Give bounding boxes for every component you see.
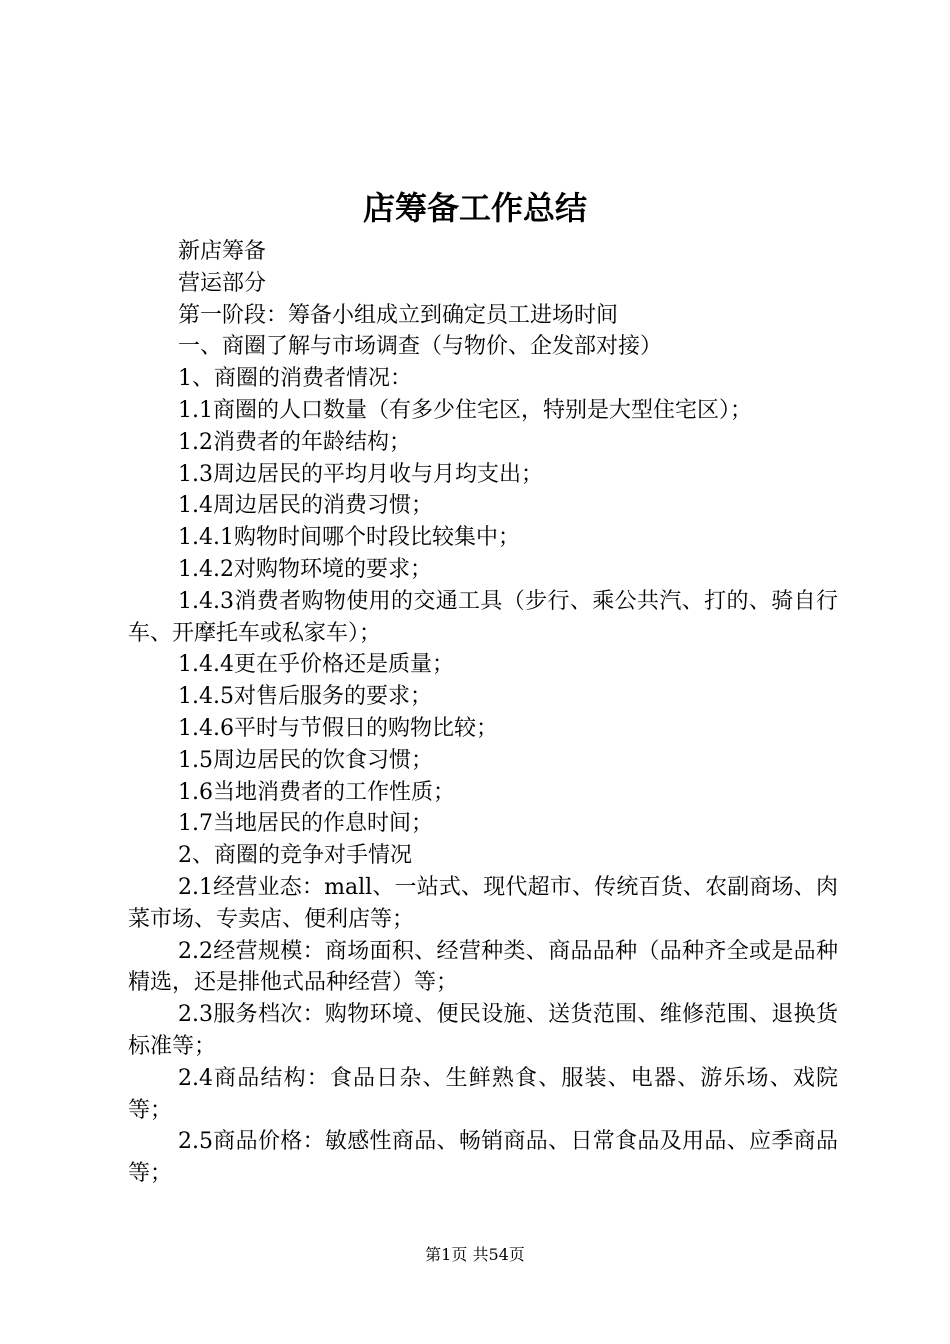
paragraph: 1.3周边居民的平均月收与月均支出； <box>178 461 543 487</box>
paragraph: 1、商圈的消费者情况： <box>178 366 412 392</box>
paragraph: 1.5周边居民的饮食习惯； <box>178 747 433 773</box>
paragraph: 1.4周边居民的消费习惯； <box>178 493 433 519</box>
paragraph: 1.6当地消费者的工作性质； <box>178 779 455 805</box>
paragraph: 1.4.2对购物环境的要求； <box>178 556 432 582</box>
paragraph: 2、商圈的竞争对手情况 <box>178 843 412 869</box>
paragraph: 1.4.1购物时间哪个时段比较集中； <box>178 525 520 551</box>
paragraph: 1.2消费者的年龄结构； <box>178 429 411 455</box>
paragraph: 2.1经营业态：mall、一站式、现代超市、传统百货、农副商场、肉菜市场、专卖店、便利店等； <box>128 874 838 932</box>
paragraph: 2.5商品价格：敏感性商品、畅销商品、日常食品及用品、应季商品等； <box>128 1129 838 1187</box>
paragraph: 1.4.4更在乎价格还是质量； <box>178 652 454 678</box>
paragraph: 1.7当地居民的作息时间； <box>178 811 433 837</box>
paragraph: 1.4.6平时与节假日的购物比较； <box>178 715 498 741</box>
document-body <box>128 236 838 1190</box>
paragraph: 1.4.5对售后服务的要求； <box>178 684 432 710</box>
page-number-footer: 第1页 共54页 <box>425 1245 525 1264</box>
paragraph: 新店筹备 <box>178 239 267 264</box>
paragraph: 营运部分 <box>178 270 267 296</box>
paragraph: 1.1商圈的人口数量（有多少住宅区，特别是大型住宅区）； <box>178 397 752 423</box>
paragraph: 2.2经营规模：商场面积、经营种类、商品品种（品种齐全或是品种精选，还是排他式品种经营）等； <box>128 938 838 996</box>
paragraph: 1.4.3消费者购物使用的交通工具（步行、乘公共汽、打的、骑自行车、开摩托车或私家车）； <box>128 588 838 646</box>
paragraph: 2.3服务档次：购物环境、便民设施、送货范围、维修范围、退换货标准等； <box>128 1002 838 1059</box>
paragraph: 一、商圈了解与市场调查（与物价、企发部对接） <box>178 334 663 360</box>
paragraph: 第一阶段：筹备小组成立到确定员工进场时间 <box>178 302 619 328</box>
document-title: 店筹备工作总结 <box>362 189 587 227</box>
paragraph: 2.4商品结构：食品日杂、生鲜熟食、服装、电器、游乐场、戏院等； <box>128 1065 838 1123</box>
